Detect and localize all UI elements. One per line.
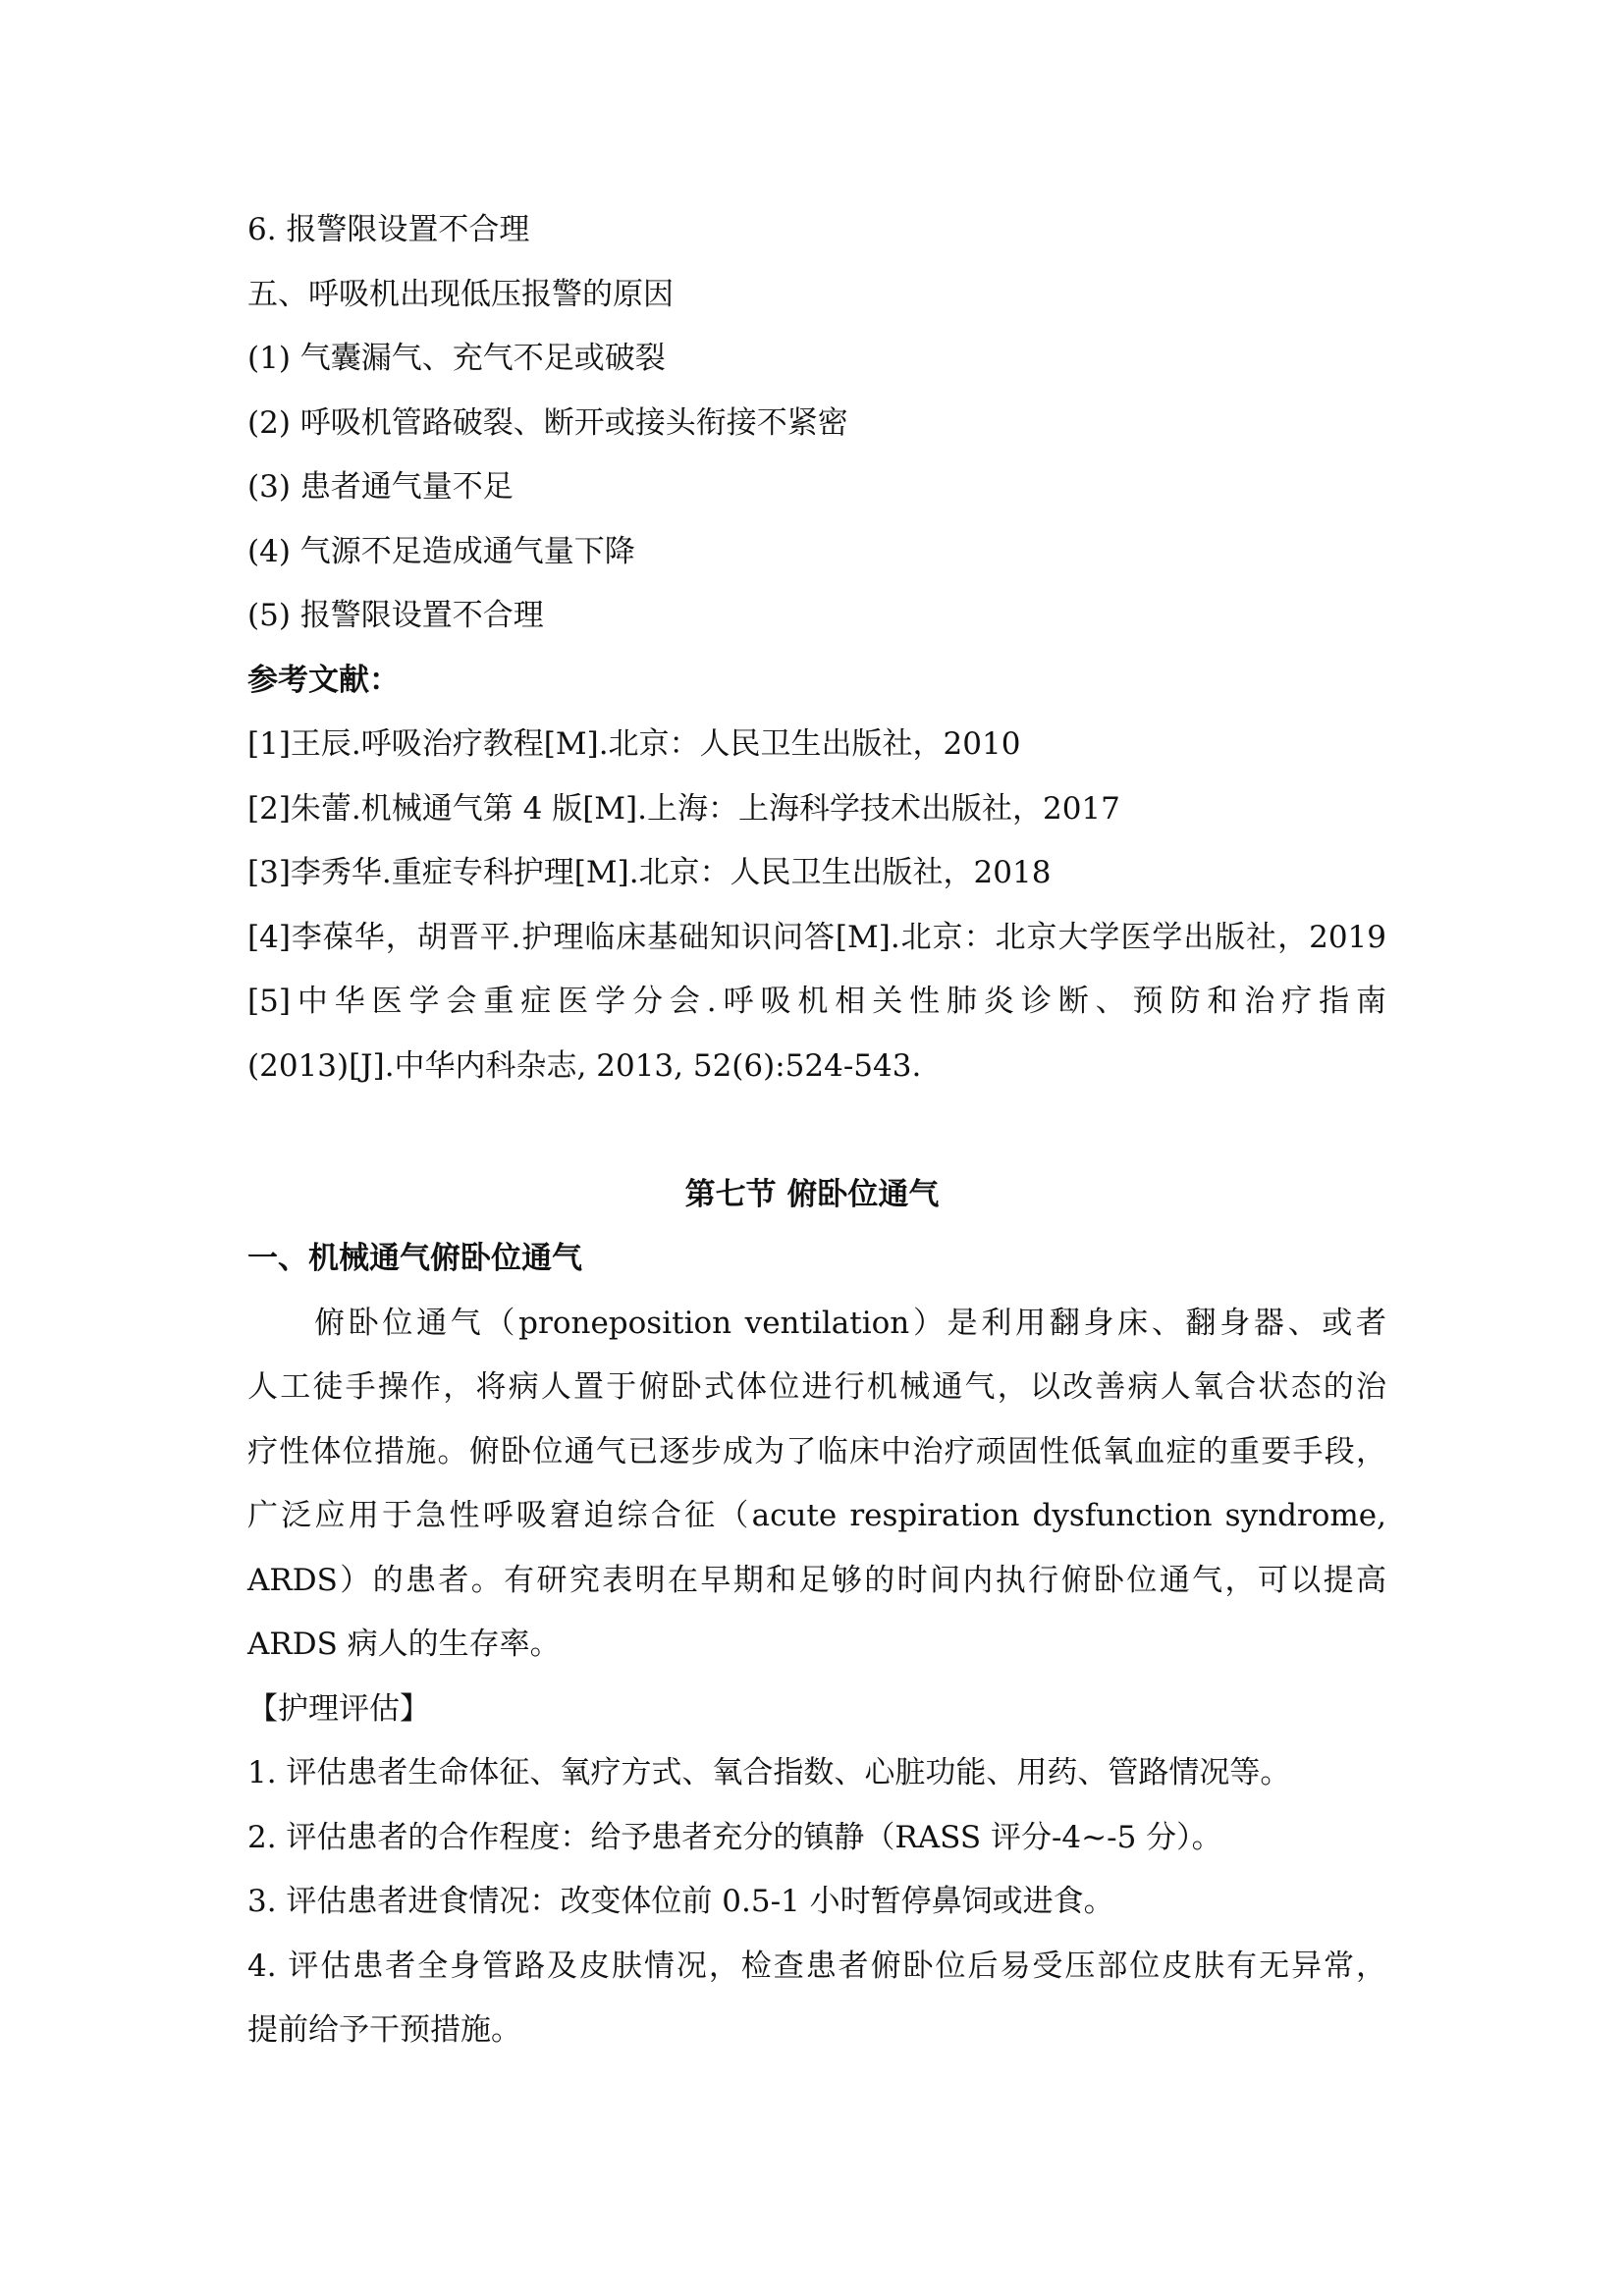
assessment-heading: 【护理评估】: [247, 1691, 430, 1727]
paragraph-line: ARDS）的患者。有研究表明在早期和足够的时间内执行俯卧位通气，可以提高: [247, 1563, 1386, 1598]
cause-item-4: (4) 气源不足造成通气量下降: [247, 534, 635, 569]
reference-item-2: [2]朱蕾.机械通气第 4 版[M].上海：上海科学技术出版社，2017: [247, 791, 1120, 827]
assessment-item-4: 4. 评估患者全身管路及皮肤情况，检查患者俯卧位后易受压部位皮肤有无异常，: [247, 1949, 1386, 1984]
cause-item-3: (3) 患者通气量不足: [247, 469, 514, 505]
reference-item-3: [3]李秀华.重症专科护理[M].北京：人民卫生出版社，2018: [247, 855, 1052, 890]
cause-item-5: (5) 报警限设置不合理: [247, 598, 544, 633]
reference-item-5: [5]中华医学会重症医学分会.呼吸机相关性肺炎诊断、预防和治疗指南: [247, 984, 1386, 1019]
reference-item-4: [4]李葆华，胡晋平.护理临床基础知识问答[M].北京：北京大学医学出版社，2019: [247, 920, 1386, 955]
paragraph-line: 疗性体位措施。俯卧位通气已逐步成为了临床中治疗顽固性低氧血症的重要手段，: [247, 1434, 1386, 1469]
cause-item-1: (1) 气囊漏气、充气不足或破裂: [247, 341, 666, 376]
section-subheading: 一、机械通气俯卧位通气: [247, 1241, 582, 1276]
section-title: 第七节 俯卧位通气: [684, 1177, 940, 1212]
paragraph-line: 广泛应用于急性呼吸窘迫综合征（acute respiration dysfunction syndrome,: [247, 1498, 1386, 1533]
assessment-item-3: 3. 评估患者进食情况：改变体位前 0.5-1 小时暂停鼻饲或进食。: [247, 1884, 1114, 1919]
reference-item-1: [1]王辰.呼吸治疗教程[M].北京：人民卫生出版社，2010: [247, 726, 1021, 762]
reference-item-5-continued: (2013)[J].中华内科杂志, 2013, 52(6):524-543.: [247, 1048, 922, 1084]
section-heading-low-pressure: 五、呼吸机出现低压报警的原因: [247, 277, 674, 312]
cause-item-2: (2) 呼吸机管路破裂、断开或接头衔接不紧密: [247, 405, 848, 441]
list-item-6: 6. 报警限设置不合理: [247, 212, 530, 247]
paragraph-line: ARDS 病人的生存率。: [247, 1627, 561, 1662]
assessment-item-2: 2. 评估患者的合作程度：给予患者充分的镇静（RASS 评分-4~-5 分）。: [247, 1820, 1222, 1855]
assessment-item-1: 1. 评估患者生命体征、氧疗方式、氧合指数、心脏功能、用药、管路情况等。: [247, 1755, 1291, 1790]
assessment-item-4-continued: 提前给予干预措施。: [247, 2012, 521, 2048]
paragraph-line: 人工徒手操作，将病人置于俯卧式体位进行机械通气，以改善病人氧合状态的治: [247, 1369, 1386, 1405]
references-heading: 参考文献：: [247, 663, 400, 698]
paragraph-line: 俯卧位通气（proneposition ventilation）是利用翻身床、翻身器、或者: [314, 1306, 1386, 1341]
